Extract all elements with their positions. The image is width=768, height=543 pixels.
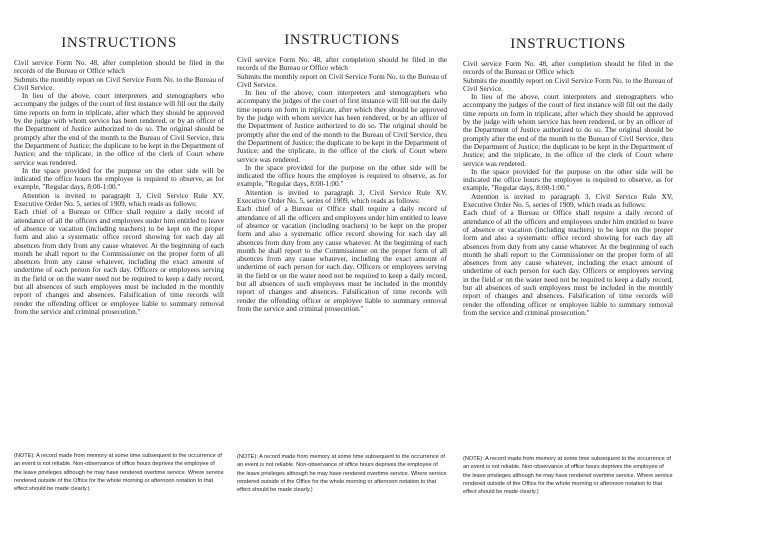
paragraph-office-hours: In the space provided for the purpose on the other side will be indicated the office hours the employee is required to observe, as for example, "Regular days, 8:00-1:00." [463,166,673,193]
instructions-body [463,60,673,317]
paragraph-filing: Civil service Form No. 48, after completion should be filed in the records of the Bureau or Office which [237,55,447,73]
paragraph-court-interpreters: In lieu of the above, court interpreters and stenographers who accompany the judges of the court of first instance will fill out the daily time reports on form in triplicate, after which they should be approved by the judge with whom service has been rendered, or by an officer of the Department of Justice authorized to do so. The original should be promptly after the end of the month to the Bureau of Civil Service, thru the Department of Justice; the duplicate to be kept in the Department of Justice; and the triplicate, in the office of the clerk of Court where service was rendered. [237,88,447,164]
paragraph-court-interpreters: In lieu of the above, court interpreters and stenographers who accompany the judges of the court of first instance will fill out the daily time reports on form in triplicate, after which they should be approved by the judge with whom service has been rendered, or by an officer of the Department of Justice authorized to do so. The original should be promptly after the end of the month to the Bureau of Civil Service, thru the Department of Justice; the duplicate to be kept in the Department of Justice; and the triplicate, in the office of the clerk of Court where service was rendered. [14,91,224,167]
paragraph-monthly-report: Submits the monthly report on Civil Service Form No. to the Bureau of Civil Service. [463,75,673,93]
paragraph-filing: Civil service Form No. 48, after completion should be filed in the records of the Bureau or Office which [463,59,673,77]
paragraph-rule-text: Each chief of a Bureau or Office shall require a daily record of attendance of all the officers and employees under him entitled to leave of absence or vacation (including teachers) to be kept on the proper form and also a systematic office record showing for each day all absences from duty from any cause whatever. At the beginning of each month he shall report to the Commissioner on the proper form of all absences from any cause whatever, including the exact amount of undertime of each person for each day. Officers or employees serving in the field or on the water need not be required to keep a daily record, but all absences of such employees must be included in the monthly report of changes and absences. Falsification of time records will render the offending officer or employee liable to summary removal from the service and criminal prosecution." [463,208,673,317]
paragraph-filing: Civil service Form No. 48, after completion should be filed in the records of the Bureau or Office which [14,58,224,76]
column-title: INSTRUCTIONS [284,32,400,48]
paragraph-office-hours: In the space provided for the purpose on the other side will be indicated the office hours the employee is required to observe, as for example, "Regular days, 8:00-1:00." [237,162,447,189]
instructions-body [237,56,447,313]
paragraph-attention: Attention is invited to paragraph 3, Civil Service Rule XV, Executive Order No. 5, series of 1909, which reads as follows: [14,190,224,209]
column-title: INSTRUCTIONS [510,36,626,52]
note-text: (NOTE): A record made from memory at some time subsequent to the occurrence of an event is not reliable. Non-observance of office hours deprives the employee of the leave privileges although he may have rendered overtime service. Where service rendered outside of the Office for the whole morning or afternoon notation to that effect should be made clearly.) [14,453,224,493]
note-text: (NOTE): A record made from memory at some time subsequent to the occurrence of an event is not reliable. Non-observance of office hours deprives the employee of the leave privileges although he may have rendered overtime service. Where service rendered outside of the Office for the whole morning or afternoon notation to that effect should be made clearly.) [237,454,447,494]
paragraph-rule-text: Each chief of a Bureau or Office shall require a daily record of attendance of all the officers and employees under him entitled to leave of absence or vacation (including teachers) to be kept on the proper form and also a systematic office record showing for each day all absences from duty from any cause whatever. At the beginning of each month he shall report to the Commissioner on the proper form of all absences from any cause whatever, including the exact amount of undertime of each person for each day. Officers or employees serving in the field or on the water need not be required to keep a daily record, but all absences of such employees must be included in the monthly report of changes and absences. Falsification of time records will render the offending officer or employee liable to summary removal from the service and criminal prosecution." [14,207,224,316]
paragraph-court-interpreters: In lieu of the above, court interpreters and stenographers who accompany the judges of the court of first instance will fill out the daily time reports on form in triplicate, after which they should be approved by the judge with whom service has been rendered, or by an officer of the Department of Justice authorized to do so. The original should be promptly after the end of the month to the Bureau of Civil Service, thru the Department of Justice; the duplicate to be kept in the Department of Justice; and the triplicate, in the office of the clerk of Court where service was rendered. [463,92,673,168]
paragraph-rule-text: Each chief of a Bureau or Office shall require a daily record of attendance of all the officers and employees under him entitled to leave of absence or vacation (including teachers) to be kept on the proper form and also a systematic office record showing for each day all absences from duty from any cause whatever. At the beginning of each month he shall report to the Commissioner on the proper form of all absences from any cause whatever, including the exact amount of undertime of each person for each day. Officers or employees serving in the field or on the water need not be required to keep a daily record, but all absences of such employees must be included in the monthly report of changes and absences. Falsification of time records will render the offending officer or employee liable to summary removal from the service and criminal prosecution." [237,204,447,313]
paragraph-attention: Attention is invited to paragraph 3, Civil Service Rule XV, Executive Order No. 5, series of 1909, which reads as follows: [463,191,673,210]
paragraph-monthly-report: Submits the monthly report on Civil Service Form No. to the Bureau of Civil Service. [14,74,224,92]
paragraph-office-hours: In the space provided for the purpose on the other side will be indicated the office hours the employee is required to observe, as for example, "Regular days, 8:00-1:00." [14,165,224,192]
column-title: INSTRUCTIONS [61,35,177,51]
instructions-column-3 [463,0,673,496]
instructions-body [14,59,224,316]
note-text: (NOTE): A record made from memory at some time subsequent to the occurrence of an event is not reliable. Non-observance of office hours deprives the employee of the leave privileges although he may have rendered overtime service. Where service rendered outside of the Office for the whole morning or afternoon notation to that effect should be made clearly.) [463,456,673,496]
paragraph-attention: Attention is invited to paragraph 3, Civil Service Rule XV, Executive Order No. 5, series of 1909, which reads as follows: [237,187,447,206]
paragraph-monthly-report: Submits the monthly report on Civil Service Form No. to the Bureau of Civil Service. [237,71,447,89]
instructions-column-2 [237,0,447,494]
instructions-column-1 [14,0,224,493]
